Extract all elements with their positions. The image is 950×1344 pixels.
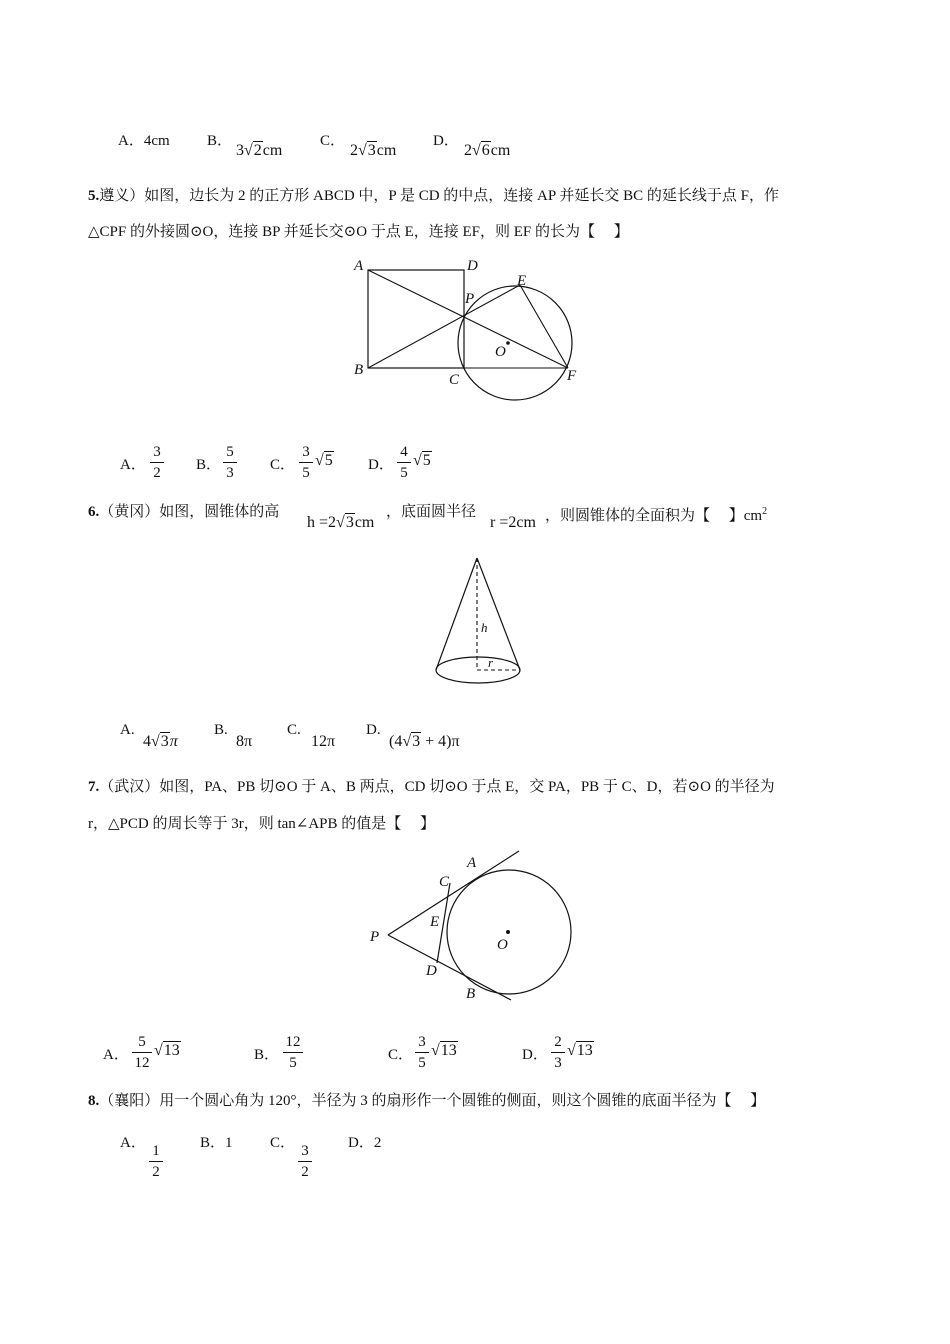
label-r: r [488,655,494,670]
cone-left-edge [436,558,477,670]
q5-option-c-root: √5 [315,452,333,469]
q5-option-a-fraction: 3 2 [150,443,164,482]
label-a: A [467,855,477,871]
label-f: F [567,368,577,384]
label-a: A [354,258,364,274]
q6-option-d-letter: D. [366,722,381,738]
q7-option-d-fraction: 2 3 [551,1033,565,1072]
q5-option-b-letter: B． [196,457,222,473]
q6-option-a-value: 4√3π [143,733,178,750]
q4-option-c-value: 2√3cm [350,142,397,159]
q5-option-b-fraction: 5 3 [223,443,237,482]
q6-option-d-value: (4√3 + 4)π [389,733,460,750]
q6-option-b-value: 8π [236,733,253,750]
square-abcd [368,270,464,368]
q6-option-c-value: 12π [311,733,336,750]
q5-option-d-letter: D． [368,457,394,473]
label-e: E [517,273,527,289]
q7-option-a-letter: A． [103,1047,129,1063]
label-p: P [465,291,475,307]
label-b: B [466,986,476,1002]
q7-option-b-letter: B． [254,1047,280,1063]
q7-option-a-fraction: 5 12 [132,1033,152,1072]
q6-text-b: ，底面圆半径 [386,504,477,520]
q8-option-b: B．1 [200,1135,233,1151]
tangent-pa [388,851,519,935]
label-d: D [467,258,478,274]
label-p: P [370,929,380,945]
label-c: C [439,874,450,890]
q7-option-b-fraction: 12 5 [283,1033,303,1072]
q7-line2: r，△PCD 的周长等于 3r，则 tan∠APB 的值是【 】 [88,816,436,832]
q5-line2: △CPF 的外接圆⊙O，连接 BP 并延长交⊙O 于点 E，连接 EF，则 EF 的长为【 】 [88,224,629,240]
center-o [506,341,510,345]
label-e: E [430,914,440,930]
q7-option-d-root: √13 [567,1042,593,1059]
q5-option-a-letter: A． [120,457,146,473]
q8-option-a-fraction: 1 2 [149,1142,163,1181]
q4-option-b-letter: B． [207,133,233,149]
q4-option-a: A．4cm [118,133,170,149]
q6-text-a: 6.（黄冈）如图，圆锥体的高 [88,504,280,520]
q7-line1: 7.（武汉）如图，PA、PB 切⊙O 于 A、B 两点，CD 切⊙O 于点 E，交 PA，PB 于 C、D，若⊙O 的半径为 [88,779,775,795]
q8-option-c-fraction: 3 2 [298,1142,312,1181]
q6-height-expr: h =2√3cm [307,514,375,531]
q5-number: 5. [88,188,100,204]
line-af [368,270,568,368]
q7-number: 7. [88,779,100,795]
tangent-pb [388,935,511,1000]
circle-o [458,286,572,400]
q8-option-a-letter: A． [120,1135,146,1151]
q5-option-d-root: √5 [413,452,431,469]
q4-option-c-letter: C． [320,133,346,149]
label-d: D [426,963,437,979]
q7-figure [360,845,580,1007]
q7-option-d-letter: D． [522,1047,548,1063]
q6-figure [420,552,540,694]
label-o: O [497,937,508,953]
q6-option-b-letter: B. [214,722,228,738]
label-c: C [449,372,460,388]
label-b: B [354,362,364,378]
q6-radius-expr: r =2cm [490,514,536,531]
q6-option-a-letter: A. [120,722,135,738]
q7-option-c-root: √13 [431,1042,457,1059]
q8-number: 8. [88,1093,100,1109]
q5-figure [345,252,595,404]
label-h: h [481,620,488,635]
q5-option-c-fraction: 3 5 [299,443,313,482]
q7-option-c-fraction: 3 5 [415,1033,429,1072]
q5-option-c-letter: C． [270,457,296,473]
q8-option-d: D．2 [348,1135,382,1151]
line-ef [520,285,568,368]
q4-option-d-letter: D． [433,133,459,149]
q6-text-c: ，则圆锥体的全面积为【 】$cm^2$ [545,506,768,524]
label-o: O [495,344,506,360]
q5-option-d-fraction: 4 5 [397,443,411,482]
q6-number: 6. [88,504,100,520]
q6-option-c-letter: C. [287,722,301,738]
q8-option-c-letter: C． [270,1135,296,1151]
q4-option-b-value: 3√2cm [236,142,283,159]
q7-option-c-letter: C． [388,1047,414,1063]
cone-right-edge [477,558,520,670]
q7-option-a-root: √13 [154,1042,180,1059]
q5-line1: 5.遵义）如图，边长为 2 的正方形 ABCD 中，P 是 CD 的中点，连接 AP 并延长交 BC 的延长线于点 F，作 [88,188,780,204]
q4-option-d-value: 2√6cm [464,142,511,159]
center-o [506,930,510,934]
q8-line1: 8.（襄阳）用一个圆心角为 120°，半径为 3 的扇形作一个圆锥的侧面，则这个圆锥的底面半径为【 】 [88,1093,766,1109]
